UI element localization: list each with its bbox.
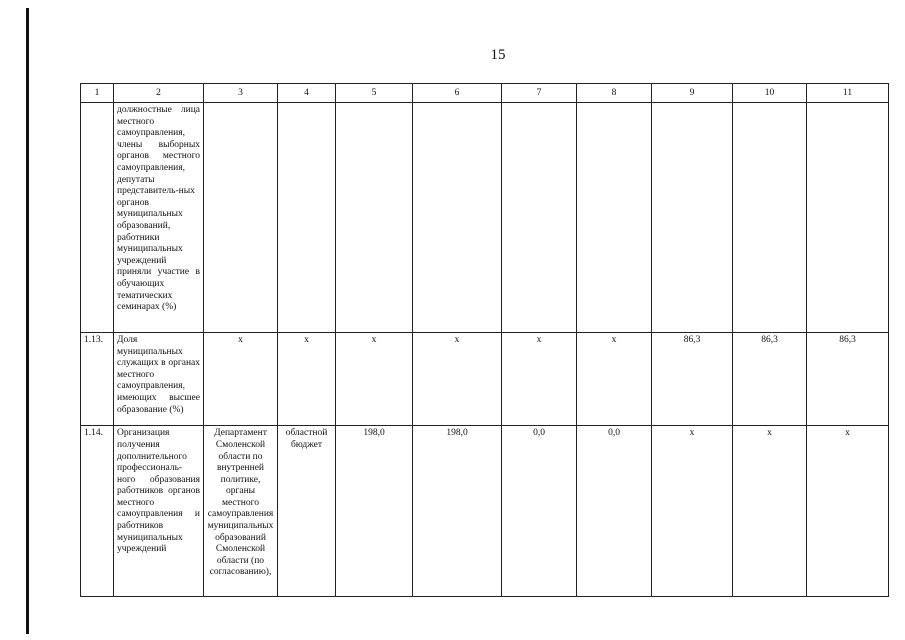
table-cell [652,103,733,333]
data-table [80,83,889,597]
funding-source: областной бюджет [278,426,336,597]
table-cell: х [278,332,336,425]
table-cell: х [733,426,807,597]
table-cell: 86,3 [733,332,807,425]
table-cell: 86,3 [807,332,889,425]
table-cell [413,103,502,333]
column-header: 6 [413,84,502,103]
table-cell: х [336,332,413,425]
column-header: 7 [502,84,577,103]
column-header: 9 [652,84,733,103]
left-margin-bar [26,8,29,634]
table-cell [278,103,336,333]
table-row [81,332,889,425]
table-cell: х [577,332,652,425]
row-number: 1.13. [81,332,114,425]
table-cell: х [807,426,889,597]
table-row [81,426,889,597]
column-header: 5 [336,84,413,103]
table-cell [577,103,652,333]
indicator-name: Доля муниципальных служащих в органах местного самоуправления, имеющих высшее образование (%) [114,332,204,425]
table-cell [204,103,278,333]
column-header: 8 [577,84,652,103]
page-number: 15 [490,47,506,63]
indicator-name: Организация получения дополнительного профессиональ-ного образования работников органов местного самоуправления и работников муниципальных учреждений [114,426,204,597]
indicator-name: должностные лица местного самоуправления, члены выборных органов местного самоуправления, депутаты представитель-ных органов муниципальных образований, работники муниципальных учреждений приняли участие в обучающих тематических семинарах (%) [114,103,204,333]
table-row [81,103,889,333]
column-header: 1 [81,84,114,103]
column-header: 3 [204,84,278,103]
table-cell: х [502,332,577,425]
table-cell: х [204,332,278,425]
column-header: 4 [278,84,336,103]
table-cell: 198,0 [336,426,413,597]
row-number: 1.14. [81,426,114,597]
table-cell: 0,0 [577,426,652,597]
column-header: 11 [807,84,889,103]
table-cell: 0,0 [502,426,577,597]
table-cell [733,103,807,333]
table-cell: х [413,332,502,425]
table-cell: х [652,426,733,597]
row-number [81,103,114,333]
table-header-row [81,84,889,103]
table-cell: 86,3 [652,332,733,425]
table-cell [807,103,889,333]
responsible-executor: Департамент Смоленской области по внутренней политике, органы местного самоуправления муниципальных образований Смоленской области (по согласованию), [204,426,278,597]
table-cell [336,103,413,333]
table-cell [502,103,577,333]
column-header: 2 [114,84,204,103]
table-cell: 198,0 [413,426,502,597]
column-header: 10 [733,84,807,103]
